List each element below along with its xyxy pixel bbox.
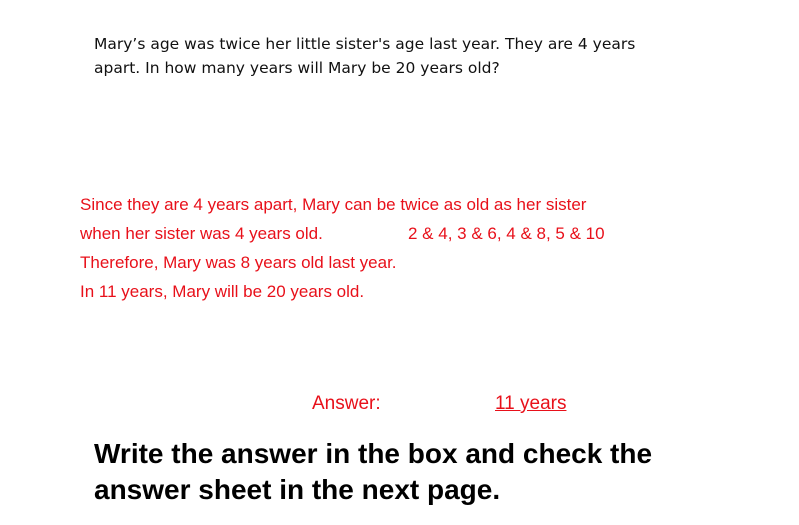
solution-line-4: In 11 years, Mary will be 20 years old. (80, 282, 365, 301)
answer-value: 11 years (495, 393, 567, 414)
solution-line-3: Therefore, Mary was 8 years old last year. (80, 253, 397, 272)
solution-line-1: Since they are 4 years apart, Mary can be twice as old as her sister (80, 195, 587, 214)
instruction-text: Write the answer in the box and check the answer sheet in the next page. (94, 438, 653, 505)
number-pairs: 2 & 4, 3 & 6, 4 & 8, 5 & 10 (408, 224, 605, 243)
question-text: Mary’s age was twice her little sister's age last year. They are 4 years apart. In how many years will Mary be 20 years old? (94, 35, 636, 77)
solution-line-2-text: when her sister was 4 years old. (80, 224, 323, 243)
solution-block (80, 190, 720, 306)
answer-label: Answer: (312, 393, 381, 414)
solution-line-2 (80, 219, 720, 248)
